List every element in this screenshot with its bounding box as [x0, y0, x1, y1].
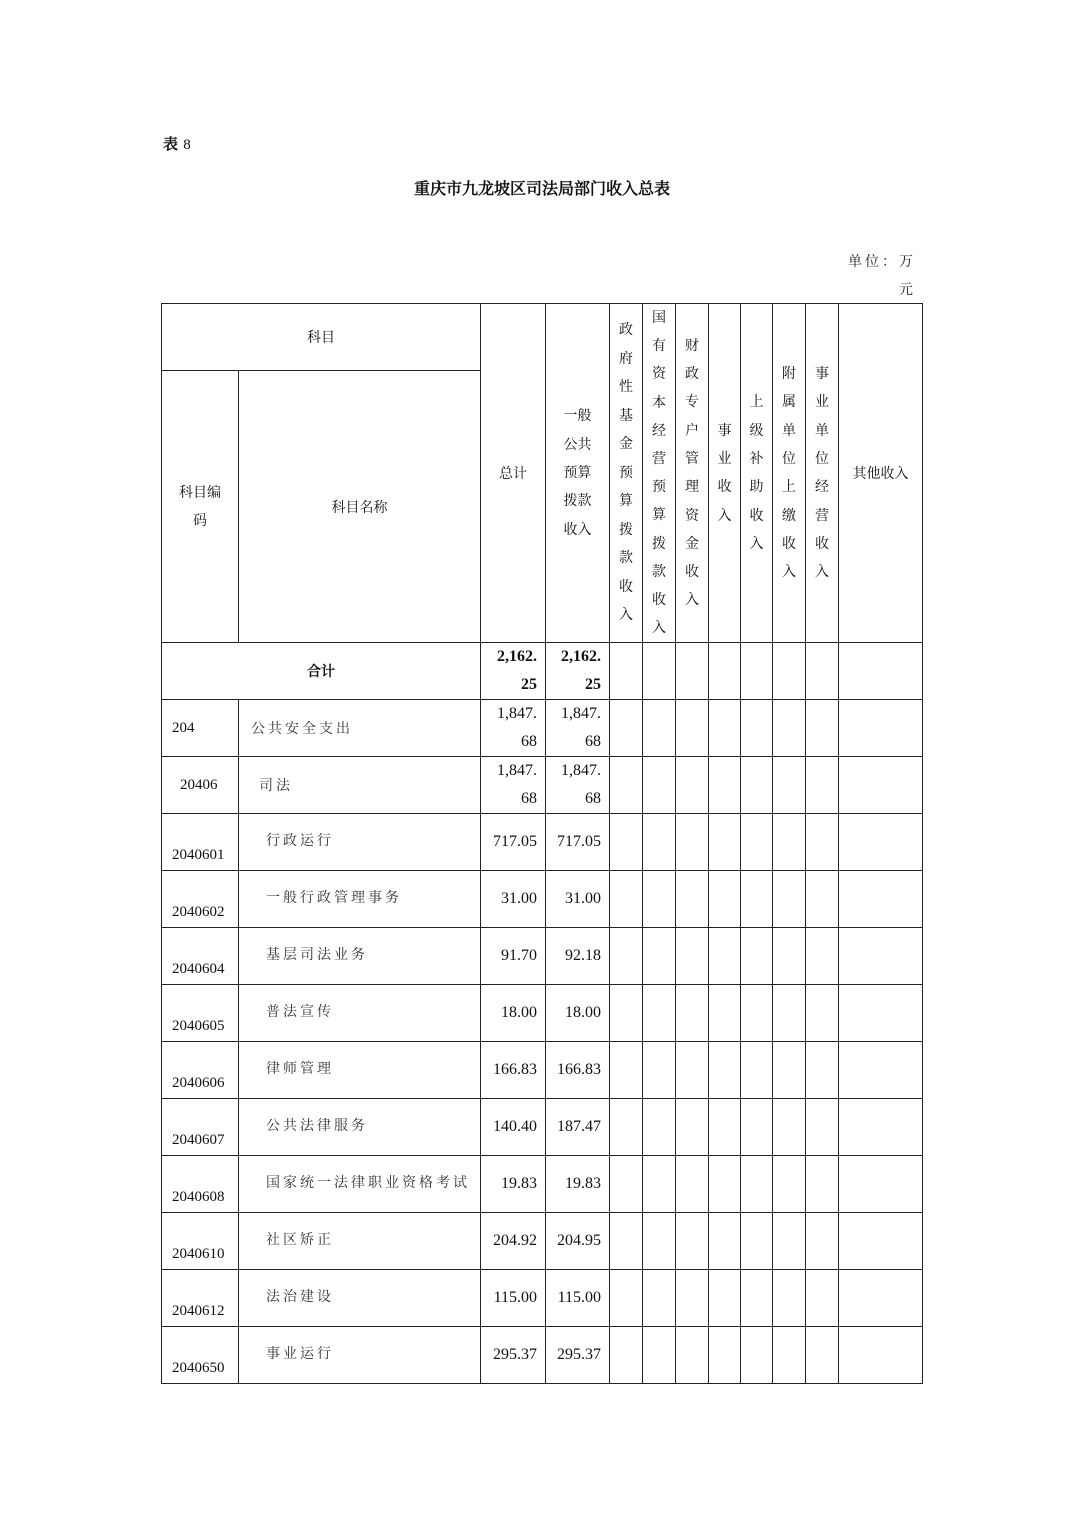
- header-col-other: 其他收入: [839, 304, 923, 643]
- table-row: [162, 928, 923, 985]
- empty-cell: [709, 1327, 741, 1384]
- table-number-prefix: 表: [163, 135, 179, 153]
- row-total: 19.83: [481, 1156, 546, 1213]
- empty-cell: [773, 700, 806, 757]
- empty-cell: [741, 814, 773, 871]
- row-general-budget: 204.95: [546, 1213, 610, 1270]
- empty-cell: [806, 1213, 839, 1270]
- unit-label: [846, 248, 916, 304]
- row-total: 204.92: [481, 1213, 546, 1270]
- empty-cell: [839, 1099, 923, 1156]
- empty-cell: [643, 814, 676, 871]
- row-general-budget: 115.00: [546, 1270, 610, 1327]
- empty-cell: [839, 643, 923, 700]
- row-general-budget: 92.18: [546, 928, 610, 985]
- page-title: 重庆市九龙坡区司法局部门收入总表: [413, 179, 670, 198]
- empty-cell: [741, 700, 773, 757]
- empty-cell: [709, 871, 741, 928]
- total-label: 合计: [162, 643, 481, 700]
- row-code: 2040608: [162, 1156, 239, 1213]
- row-name: 司法: [239, 757, 481, 814]
- empty-cell: [676, 1156, 709, 1213]
- empty-cell: [773, 814, 806, 871]
- row-total: 1,847. 68: [481, 757, 546, 814]
- unit-label-line1: 单位：万: [848, 254, 916, 270]
- table-row: [162, 700, 923, 757]
- header-col-superior-subsidy: 上 级 补 助 收 入: [741, 304, 773, 643]
- empty-cell: [676, 1042, 709, 1099]
- row-total: 140.40: [481, 1099, 546, 1156]
- empty-cell: [741, 928, 773, 985]
- empty-cell: [643, 1156, 676, 1213]
- row-general-budget: 187.47: [546, 1099, 610, 1156]
- empty-cell: [610, 928, 643, 985]
- row-name: 公共安全支出: [239, 700, 481, 757]
- empty-cell: [741, 1156, 773, 1213]
- unit-label-line2: 元: [899, 282, 916, 298]
- row-general-budget: 166.83: [546, 1042, 610, 1099]
- row-code: 2040604: [162, 928, 239, 985]
- empty-cell: [741, 985, 773, 1042]
- empty-cell: [610, 985, 643, 1042]
- header-col-state-capital: 国 有 资 本 经 营 预 算 拨 款 收 入: [643, 304, 676, 643]
- table-row: [162, 1213, 923, 1270]
- row-name: 国家统一法律职业资格考试: [239, 1156, 481, 1213]
- empty-cell: [709, 928, 741, 985]
- row-total: 31.00: [481, 871, 546, 928]
- empty-cell: [643, 1042, 676, 1099]
- income-summary-table: [161, 303, 923, 1384]
- empty-cell: [839, 1213, 923, 1270]
- empty-cell: [676, 871, 709, 928]
- row-code: 2040601: [162, 814, 239, 871]
- header-col-business-income: 事 业 收 入: [709, 304, 741, 643]
- empty-cell: [709, 643, 741, 700]
- row-code: 20406: [162, 757, 239, 814]
- empty-cell: [773, 985, 806, 1042]
- empty-cell: [676, 1099, 709, 1156]
- table-row: [162, 1099, 923, 1156]
- empty-cell: [806, 1270, 839, 1327]
- empty-cell: [806, 928, 839, 985]
- table-row: [162, 1042, 923, 1099]
- empty-cell: [709, 814, 741, 871]
- row-general-budget: 295.37: [546, 1327, 610, 1384]
- total-row: [162, 643, 923, 700]
- empty-cell: [676, 1213, 709, 1270]
- empty-cell: [773, 1099, 806, 1156]
- row-code: 2040605: [162, 985, 239, 1042]
- empty-cell: [839, 757, 923, 814]
- empty-cell: [676, 985, 709, 1042]
- row-name: 法治建设: [239, 1270, 481, 1327]
- empty-cell: [773, 1327, 806, 1384]
- row-general-budget: 1,847. 68: [546, 757, 610, 814]
- empty-cell: [806, 814, 839, 871]
- row-name: 律师管理: [239, 1042, 481, 1099]
- empty-cell: [839, 814, 923, 871]
- empty-cell: [839, 700, 923, 757]
- empty-cell: [643, 1099, 676, 1156]
- empty-cell: [643, 871, 676, 928]
- empty-cell: [839, 1327, 923, 1384]
- empty-cell: [709, 1042, 741, 1099]
- row-name: 事业运行: [239, 1327, 481, 1384]
- table-row: [162, 1156, 923, 1213]
- table-row: [162, 1327, 923, 1384]
- empty-cell: [773, 757, 806, 814]
- empty-cell: [773, 643, 806, 700]
- empty-cell: [676, 643, 709, 700]
- empty-cell: [610, 1327, 643, 1384]
- empty-cell: [839, 985, 923, 1042]
- empty-cell: [806, 643, 839, 700]
- empty-cell: [773, 871, 806, 928]
- row-general-budget: 18.00: [546, 985, 610, 1042]
- empty-cell: [741, 1213, 773, 1270]
- empty-cell: [741, 871, 773, 928]
- empty-cell: [773, 1213, 806, 1270]
- row-name: 基层司法业务: [239, 928, 481, 985]
- header-col-unit-operating: 事 业 单 位 经 营 收 入: [806, 304, 839, 643]
- total-general-budget: 2,162. 25: [546, 643, 610, 700]
- empty-cell: [709, 1270, 741, 1327]
- row-name: 公共法律服务: [239, 1099, 481, 1156]
- empty-cell: [806, 1099, 839, 1156]
- row-general-budget: 1,847. 68: [546, 700, 610, 757]
- empty-cell: [839, 1270, 923, 1327]
- empty-cell: [610, 871, 643, 928]
- row-total: 295.37: [481, 1327, 546, 1384]
- empty-cell: [741, 1042, 773, 1099]
- empty-cell: [709, 1213, 741, 1270]
- row-total: 166.83: [481, 1042, 546, 1099]
- table-row: [162, 871, 923, 928]
- table-number-value: 8: [183, 137, 191, 153]
- empty-cell: [741, 1270, 773, 1327]
- empty-cell: [773, 928, 806, 985]
- empty-cell: [643, 757, 676, 814]
- row-total: 717.05: [481, 814, 546, 871]
- empty-cell: [806, 1156, 839, 1213]
- empty-cell: [709, 985, 741, 1042]
- empty-cell: [643, 643, 676, 700]
- row-general-budget: 31.00: [546, 871, 610, 928]
- empty-cell: [709, 1156, 741, 1213]
- empty-cell: [643, 1327, 676, 1384]
- row-code: 2040650: [162, 1327, 239, 1384]
- empty-cell: [610, 1270, 643, 1327]
- empty-cell: [643, 700, 676, 757]
- row-general-budget: 19.83: [546, 1156, 610, 1213]
- empty-cell: [610, 1042, 643, 1099]
- row-total: 115.00: [481, 1270, 546, 1327]
- table-row: [162, 1270, 923, 1327]
- total-total: 2,162. 25: [481, 643, 546, 700]
- header-row-1: [162, 304, 923, 371]
- empty-cell: [610, 1156, 643, 1213]
- empty-cell: [806, 700, 839, 757]
- empty-cell: [610, 757, 643, 814]
- header-subject-group: 科目: [162, 304, 481, 371]
- table-number: [163, 133, 191, 154]
- table-row: [162, 814, 923, 871]
- empty-cell: [610, 700, 643, 757]
- empty-cell: [709, 700, 741, 757]
- empty-cell: [676, 1270, 709, 1327]
- row-code: 2040602: [162, 871, 239, 928]
- empty-cell: [839, 928, 923, 985]
- row-code: 2040607: [162, 1099, 239, 1156]
- empty-cell: [741, 757, 773, 814]
- header-subject-code: 科目编码: [162, 371, 239, 643]
- empty-cell: [610, 1099, 643, 1156]
- empty-cell: [676, 757, 709, 814]
- empty-cell: [643, 985, 676, 1042]
- row-code: 2040606: [162, 1042, 239, 1099]
- empty-cell: [806, 1042, 839, 1099]
- empty-cell: [676, 1327, 709, 1384]
- table-row: [162, 757, 923, 814]
- row-total: 1,847. 68: [481, 700, 546, 757]
- empty-cell: [643, 1213, 676, 1270]
- empty-cell: [741, 1327, 773, 1384]
- row-code: 204: [162, 700, 239, 757]
- empty-cell: [839, 1042, 923, 1099]
- empty-cell: [773, 1270, 806, 1327]
- header-col-affiliate-remit: 附 属 单 位 上 缴 收 入: [773, 304, 806, 643]
- row-total: 91.70: [481, 928, 546, 985]
- empty-cell: [643, 1270, 676, 1327]
- empty-cell: [610, 1213, 643, 1270]
- empty-cell: [676, 928, 709, 985]
- row-general-budget: 717.05: [546, 814, 610, 871]
- row-code: 2040612: [162, 1270, 239, 1327]
- header-col-total: 总计: [481, 304, 546, 643]
- row-total: 18.00: [481, 985, 546, 1042]
- empty-cell: [773, 1042, 806, 1099]
- empty-cell: [610, 814, 643, 871]
- empty-cell: [806, 871, 839, 928]
- empty-cell: [676, 700, 709, 757]
- header-col-general-budget: 一般 公共 预算 拨款 收入: [546, 304, 610, 643]
- empty-cell: [709, 757, 741, 814]
- empty-cell: [806, 985, 839, 1042]
- empty-cell: [741, 643, 773, 700]
- empty-cell: [643, 928, 676, 985]
- empty-cell: [773, 1156, 806, 1213]
- empty-cell: [676, 814, 709, 871]
- empty-cell: [839, 871, 923, 928]
- empty-cell: [839, 1156, 923, 1213]
- row-name: 社区矫正: [239, 1213, 481, 1270]
- header-col-fiscal-account: 财 政 专 户 管 理 资 金 收 入: [676, 304, 709, 643]
- empty-cell: [610, 643, 643, 700]
- row-name: 一般行政管理事务: [239, 871, 481, 928]
- empty-cell: [741, 1099, 773, 1156]
- header-col-gov-fund: 政 府 性 基 金 预 算 拨 款 收 入: [610, 304, 643, 643]
- row-name: 普法宣传: [239, 985, 481, 1042]
- empty-cell: [806, 757, 839, 814]
- header-subject-name: 科目名称: [239, 371, 481, 643]
- empty-cell: [806, 1327, 839, 1384]
- row-code: 2040610: [162, 1213, 239, 1270]
- table-row: [162, 985, 923, 1042]
- empty-cell: [709, 1099, 741, 1156]
- row-name: 行政运行: [239, 814, 481, 871]
